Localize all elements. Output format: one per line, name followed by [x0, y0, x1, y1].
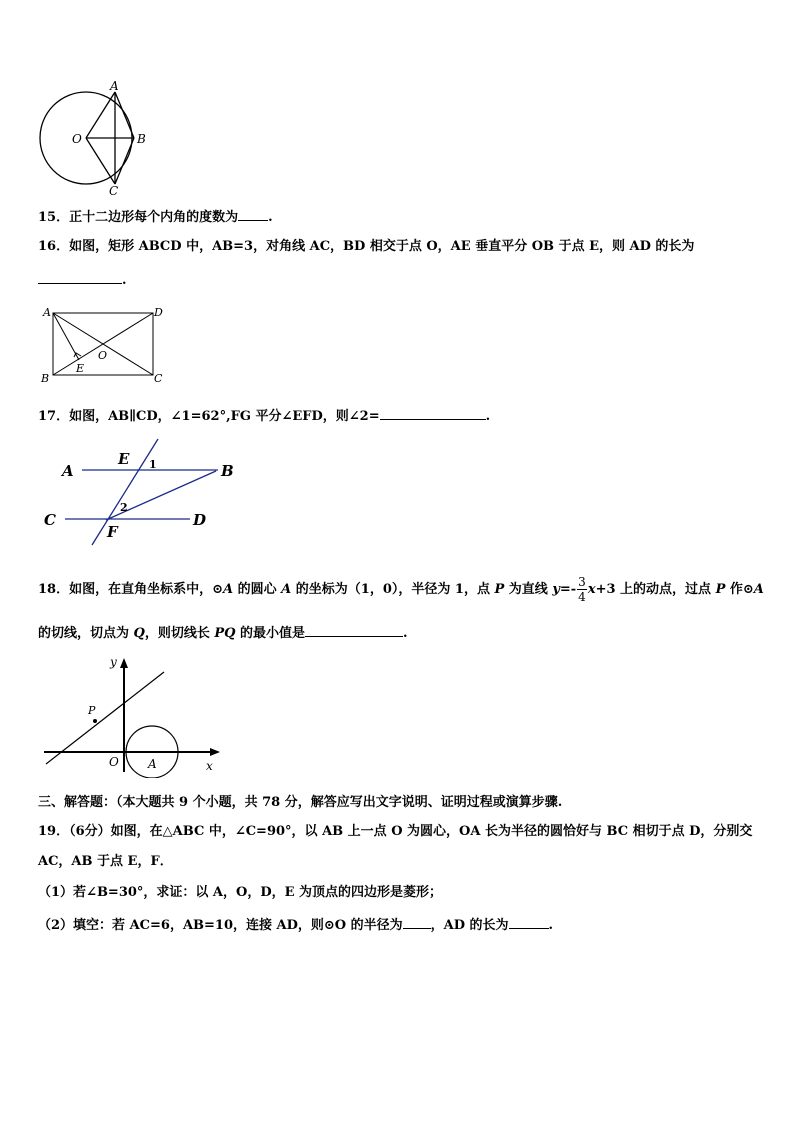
label-o: O — [109, 755, 119, 769]
y-axis-arrow — [120, 658, 128, 668]
q18-var-x: x — [587, 582, 596, 597]
question-19-line-2 — [38, 853, 173, 871]
answer-blank — [380, 406, 486, 420]
label-y: y — [110, 655, 117, 669]
label-angle-2: 2 — [120, 501, 128, 514]
question-19-line-1 — [38, 823, 752, 841]
q19-line-1: 19．（6分）如图，在△ABC 中，∠C=90°，以 AB 上一点 O 为圆心，OA 长为半径的圆恰好与 BC 相切于点 D，分别交 — [38, 824, 753, 839]
q18-var-a: A — [281, 582, 292, 597]
segment-oc — [86, 138, 115, 184]
question-18-line-2 — [38, 623, 408, 643]
q19-end: . — [548, 918, 554, 933]
q18-text-e: 作 — [725, 582, 743, 597]
question-17-text: 17．如图，AB∥CD，∠1=62°,FG 平分∠EFD，则∠2= — [38, 409, 380, 424]
label-b: B — [137, 132, 146, 146]
question-16-end: . — [122, 273, 127, 288]
q18-text-d: 为直线 — [504, 582, 553, 597]
label-b: B — [41, 372, 50, 385]
label-a: A — [110, 79, 119, 93]
q18-text-b: 的圆心 — [233, 582, 282, 597]
question-19-part-2 — [38, 915, 553, 935]
q18-var-p: P — [494, 582, 505, 597]
label-o: O — [98, 349, 108, 362]
q18-text-h: 的最小值是 — [235, 626, 306, 641]
parallel-lines-figure — [40, 433, 250, 551]
answer-blank — [403, 915, 431, 929]
q18-var-a: A — [223, 582, 234, 597]
question-16 — [38, 238, 694, 256]
q18-var-p: P — [715, 582, 726, 597]
line-graph — [46, 672, 164, 764]
q19-part-2-a: （2）填空：若 AC=6，AB=10，连接 AD，则⊙O 的半径为 — [38, 918, 403, 933]
q18-text-a: 18．如图，在直角坐标系中， — [38, 582, 213, 597]
q18-var-y: y — [552, 582, 560, 597]
label-a: A — [62, 462, 74, 480]
q19-part-2-b: ，AD 的长为 — [430, 918, 509, 933]
fraction-3-4 — [577, 575, 587, 604]
section-3-heading — [38, 794, 562, 812]
label-a: A — [43, 306, 51, 319]
label-angle-1: 1 — [149, 458, 157, 471]
circle-rhombus-figure — [30, 78, 160, 196]
question-17 — [38, 406, 490, 426]
answer-blank — [305, 623, 403, 637]
q18-text-c: 的坐标为（1，0），半径为 1，点 — [291, 582, 495, 597]
q18-eq: =- — [559, 582, 577, 597]
label-f: F — [107, 523, 118, 541]
question-15-text: 15．正十二边形每个内角的度数为 — [38, 210, 239, 225]
label-e: E — [118, 450, 130, 468]
label-x: x — [206, 759, 213, 773]
question-19-part-1 — [38, 884, 442, 902]
circle-symbol: ⊙ — [742, 582, 754, 597]
question-15 — [38, 207, 273, 227]
label-c: C — [154, 372, 163, 385]
segment-ae — [53, 313, 79, 360]
fraction-denominator: 4 — [578, 590, 586, 604]
label-a: A — [148, 757, 157, 771]
fraction-numerator: 3 — [578, 575, 586, 589]
q18-end: . — [403, 626, 408, 641]
q18-text-g: ，则切线长 — [144, 626, 215, 641]
answer-blank — [238, 207, 268, 221]
segment-bc — [115, 138, 134, 184]
question-17-end: . — [485, 409, 491, 424]
rectangle-figure — [38, 300, 168, 388]
q18-text-f: 的切线，切点为 — [38, 626, 134, 641]
q18-plus3: +3 上的动点，过点 — [595, 582, 716, 597]
q18-var-q: Q — [133, 626, 145, 641]
circle-symbol: ⊙ — [212, 582, 223, 597]
segment-ab — [115, 92, 134, 138]
label-d: D — [154, 306, 163, 319]
answer-blank — [509, 915, 549, 929]
coordinate-figure — [38, 650, 228, 778]
label-c: C — [109, 184, 119, 196]
q18-var-a: A — [753, 582, 764, 597]
label-e: E — [76, 362, 85, 375]
answer-blank — [38, 270, 122, 284]
question-18-line-1 — [38, 575, 764, 604]
question-15-end: . — [268, 210, 273, 225]
question-16-text: 16．如图，矩形 ABCD 中，AB=3，对角线 AC，BD 相交于点 O，AE 垂直平分 OB 于点 E，则 AD 的长为 — [38, 239, 695, 254]
x-axis-arrow — [210, 748, 220, 756]
q18-var-pq: PQ — [214, 626, 236, 641]
segment-oa — [86, 92, 115, 138]
label-p: P — [88, 704, 96, 717]
section-3-text: 三、解答题：（本大题共 9 个小题，共 78 分，解答应写出文字说明、证明过程或演算步骤. — [38, 795, 563, 810]
q19-line-2: AC，AB 于点 E，F． — [38, 854, 173, 869]
label-c: C — [44, 511, 56, 529]
label-b: B — [221, 462, 234, 480]
q19-part-1: （1）若∠B=30°，求证：以 A，O，D，E 为顶点的四边形是菱形； — [38, 885, 443, 900]
label-d: D — [193, 511, 207, 529]
label-o: O — [72, 132, 82, 146]
question-16-blank-line — [38, 270, 127, 290]
point-p — [93, 719, 97, 723]
